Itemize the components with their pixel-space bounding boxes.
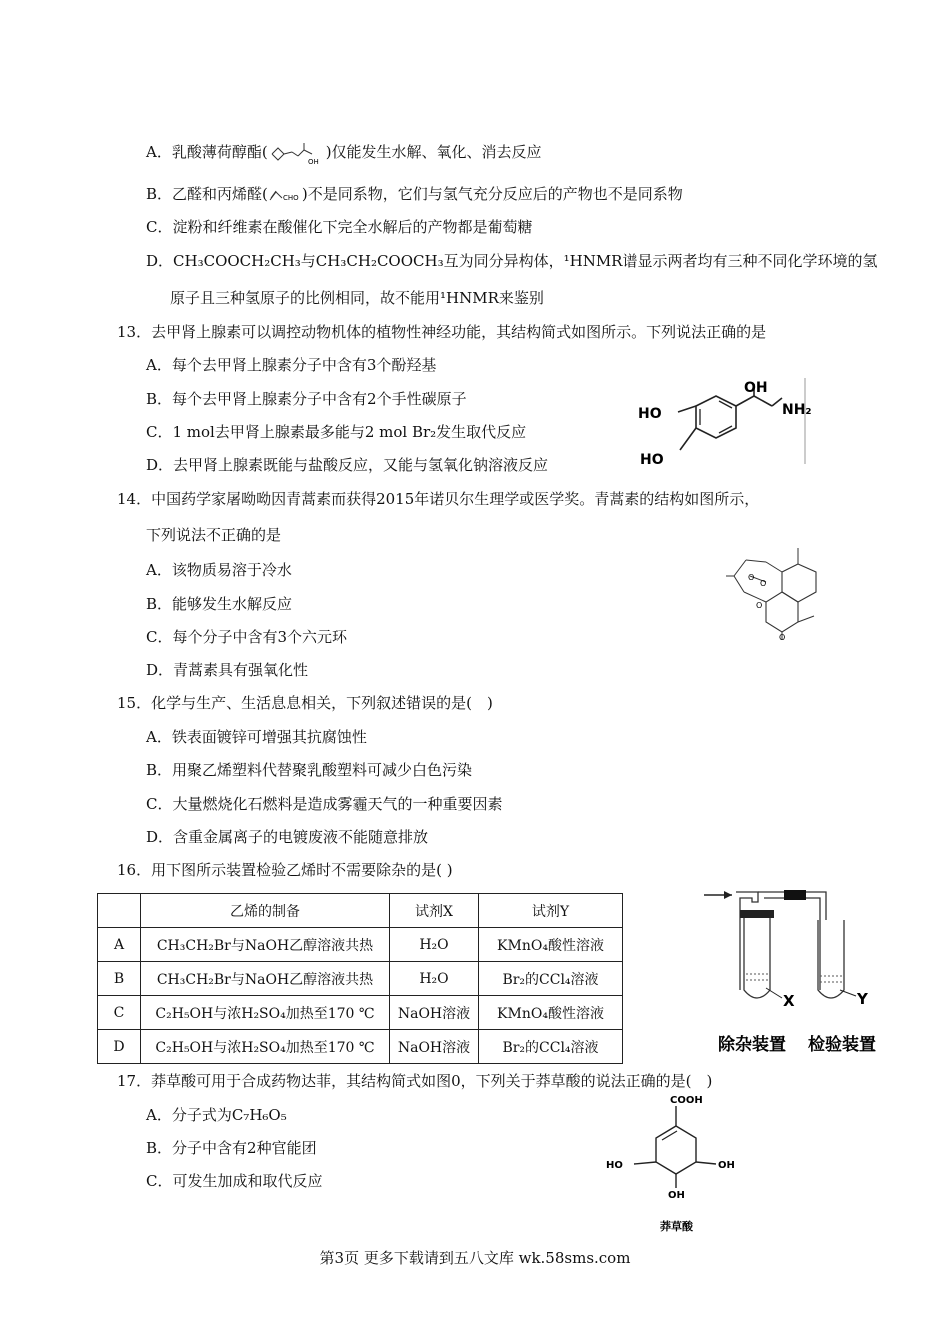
- q17-option-c: C．可发生加成和取代反应: [146, 1172, 323, 1190]
- table-cell: H₂O: [390, 928, 479, 962]
- oxygen-label-1: O: [748, 573, 755, 582]
- table-cell: Br₂的CCl₄溶液: [479, 962, 623, 996]
- table-cell: NaOH溶液: [390, 996, 479, 1030]
- q12-option-d-line2: 原子且三种氢原子的比例相同，故不能用¹HNMR来鉴别: [170, 289, 544, 307]
- q12-option-c: C．淀粉和纤维素在酸催化下完全水解后的产物都是葡萄糖: [146, 218, 533, 236]
- table-header-row: [98, 894, 623, 928]
- gas-washing-apparatus: [700, 880, 890, 1056]
- table-row: [98, 928, 623, 962]
- table-cell: KMnO₄酸性溶液: [479, 996, 623, 1030]
- q14-option-b: B．能够发生水解反应: [146, 595, 293, 613]
- table-cell: B: [98, 962, 141, 996]
- norepinephrine-structure: [636, 378, 812, 468]
- cho-label: CHO: [282, 194, 299, 202]
- q14-stem-line2: 下列说法不正确的是: [146, 526, 282, 544]
- q14-option-a: A．该物质易溶于冷水: [146, 561, 292, 579]
- table-header-cell: [98, 894, 141, 928]
- q15-option-b: B．用聚乙烯塑料代替聚乳酸塑料可减少白色污染: [146, 761, 473, 779]
- table-header-cell: 试剂X: [390, 894, 479, 928]
- nh2-label: NH₂: [782, 402, 812, 418]
- page-footer: 第3页 更多下载请到五八文库 wk.58sms.com: [319, 1249, 631, 1267]
- table-cell: NaOH溶液: [390, 1030, 479, 1064]
- oh-label: OH: [744, 380, 768, 396]
- q14-option-c: C．每个分子中含有3个六元环: [146, 628, 348, 646]
- reagent-y-label: Y: [857, 990, 868, 1008]
- table-cell: C₂H₅OH与浓H₂SO₄加热至170 ℃: [141, 1030, 390, 1064]
- q13-option-a: A．每个去甲肾上腺素分子中含有3个酚羟基: [146, 356, 437, 374]
- q12-option-b: B．乙醛和丙烯醛( CHO )不是同系物，它们与氢气充分反应后的产物也不是同系物: [146, 185, 683, 203]
- q13-stem: 13．去甲肾上腺素可以调控动物机体的植物性神经功能，其结构简式如图所示。下列说法正确的是: [117, 323, 767, 341]
- q13-option-b: B．每个去甲肾上腺素分子中含有2个手性碳原子: [146, 390, 467, 408]
- table-cell: C₂H₅OH与浓H₂SO₄加热至170 ℃: [141, 996, 390, 1030]
- q14-option-d: D．青蒿素具有强氧化性: [146, 661, 309, 679]
- oxygen-label-3: O: [756, 601, 763, 610]
- q15-option-c: C．大量燃烧化石燃料是造成雾霾天气的一种重要因素: [146, 795, 503, 813]
- q17-stem: 17．莽草酸可用于合成药物达菲，其结构简式如图0，下列关于莽草酸的说法正确的是( ): [117, 1072, 713, 1090]
- table-row: [98, 1030, 623, 1064]
- table-cell: CH₃CH₂Br与NaOH乙醇溶液共热: [141, 928, 390, 962]
- q16-table: [97, 893, 623, 1064]
- reagent-x-label: X: [783, 992, 795, 1010]
- q16-stem: 16．用下图所示装置检验乙烯时不需要除杂的是( ): [117, 861, 453, 879]
- q15-stem: 15．化学与生产、生活息息相关，下列叙述错误的是( ): [117, 694, 493, 712]
- shikimic-acid-name: 莽草酸: [660, 1220, 693, 1233]
- q14-stem-line1: 14．中国药学家屠呦呦因青蒿素而获得2015年诺贝尔生理学或医学奖。青蒿素的结构如图所示，: [117, 490, 760, 508]
- table-row: [98, 996, 623, 1030]
- oxygen-label-2: O: [760, 579, 767, 588]
- q13-option-d: D．去甲肾上腺素既能与盐酸反应，又能与氢氧化钠溶液反应: [146, 456, 549, 474]
- oxygen-label-4: O: [779, 633, 786, 642]
- table-row: [98, 962, 623, 996]
- testing-device-label: 检验装置: [808, 1035, 876, 1055]
- acrolein-structure: [268, 186, 302, 204]
- table-header-cell: 乙烯的制备: [141, 894, 390, 928]
- table-cell: Br₂的CCl₄溶液: [479, 1030, 623, 1064]
- table-cell: CH₃CH₂Br与NaOH乙醇溶液共热: [141, 962, 390, 996]
- q12-option-d-line1: D．CH₃COOCH₂CH₃与CH₃CH₂COOCH₃互为同分异构体，¹HNMR谱显示两者均有三种不同化学环境的氢: [146, 252, 878, 270]
- oh-label-right: OH: [718, 1160, 735, 1171]
- table-cell: D: [98, 1030, 141, 1064]
- q12-option-a: A．乳酸薄荷醇酯( OH )仅能发生水解、氧化、消去反应: [146, 140, 542, 166]
- q15-option-d: D．含重金属离子的电镀废液不能随意排放: [146, 828, 429, 846]
- oh-label-bottom: OH: [668, 1190, 685, 1201]
- table-cell: KMnO₄酸性溶液: [479, 928, 623, 962]
- q13-option-c: C．1 mol去甲肾上腺素最多能与2 mol Br₂发生取代反应: [146, 423, 527, 441]
- ho-label-lower: HO: [640, 452, 664, 468]
- table-header-cell: 试剂Y: [479, 894, 623, 928]
- table-cell: C: [98, 996, 141, 1030]
- purification-device-label: 除杂装置: [718, 1035, 786, 1055]
- menthyl-lactate-structure: [268, 140, 326, 166]
- artemisinin-structure: [726, 540, 830, 642]
- ho-label: HO: [606, 1160, 623, 1171]
- cooh-label: COOH: [670, 1095, 703, 1106]
- shikimic-acid-structure: [600, 1092, 750, 1242]
- q15-option-a: A．铁表面镀锌可增强其抗腐蚀性: [146, 728, 367, 746]
- q17-option-a: A．分子式为C₇H₆O₅: [146, 1106, 287, 1124]
- table-cell: H₂O: [390, 962, 479, 996]
- table-cell: A: [98, 928, 141, 962]
- oh-label: OH: [307, 158, 319, 166]
- ho-label-upper: HO: [638, 406, 662, 422]
- q17-option-b: B．分子中含有2种官能团: [146, 1139, 317, 1157]
